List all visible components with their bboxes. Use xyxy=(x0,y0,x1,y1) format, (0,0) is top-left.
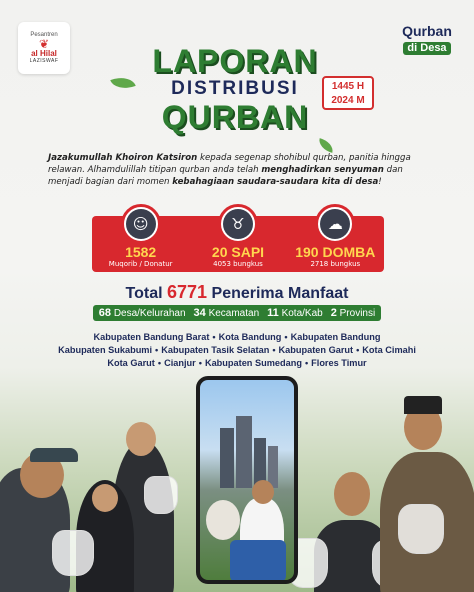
person-head xyxy=(126,422,156,456)
stat-sheep xyxy=(289,215,381,268)
total-suffix: Penerima Manfaat xyxy=(211,285,349,302)
meat-bag xyxy=(398,504,444,554)
page-title xyxy=(140,44,330,134)
intro-emph1: menghadirkan senyuman xyxy=(261,165,384,175)
intro-text1: kepada segenap shohibul qurban, panitia hingga relawan. Alhamdulillah titipan qurban anda telah xyxy=(48,153,411,175)
intro-text xyxy=(48,152,428,188)
region-item: Kota Cimahi xyxy=(362,345,416,355)
year-tag xyxy=(322,76,374,110)
building-icon xyxy=(236,416,252,488)
total-beneficiaries xyxy=(0,282,474,303)
total-prefix: Total xyxy=(125,285,163,302)
stat-value: 190 DOMBA xyxy=(295,244,376,260)
logo-top-text: Pesantren xyxy=(30,32,58,38)
coverage-districts: 34 Kecamatan xyxy=(193,307,260,319)
cap-icon xyxy=(30,448,78,462)
meat-bag xyxy=(144,476,178,514)
logo-brand-text: al Hilal xyxy=(31,49,57,58)
phone-mockup xyxy=(196,376,298,584)
meat-bag xyxy=(52,530,94,576)
cow-icon: ♉ xyxy=(218,204,258,244)
al-hilal-logo xyxy=(18,22,70,74)
building-icon xyxy=(220,428,234,488)
region-item: Kabupaten Bandung xyxy=(290,332,381,342)
stats-band xyxy=(92,216,384,272)
region-item: Cianjur xyxy=(164,358,196,368)
intro-emph2: kebahagiaan saudara-saudara kita di desa xyxy=(172,177,379,187)
leaf-icon xyxy=(317,138,335,153)
region-list: Kabupaten Bandung Barat • Kota Bandung • Kabupaten Bandung Kabupaten Sukabumi • Kabupaten Tasik Selatan • Kabupaten Garut • Kota Cimahi Kota Garut • Cianjur • Kabupaten Sumedang • Flores Timur xyxy=(58,332,416,368)
year-hijri: 1445 H xyxy=(331,81,365,92)
title-line1: LAPORAN xyxy=(152,43,318,79)
total-value: 6771 xyxy=(167,282,208,302)
region-item: Kabupaten Bandung Barat xyxy=(93,332,210,342)
stat-value: 20 SAPI xyxy=(211,244,265,260)
sheep-figure xyxy=(206,500,240,540)
leaf-icon xyxy=(110,73,135,94)
person-head xyxy=(334,472,370,516)
logo-sub-text: LAZISWAF xyxy=(29,58,59,64)
coverage-cities: 11 Kota/Kab xyxy=(267,307,323,319)
region-item: Kabupaten Tasik Selatan xyxy=(161,345,270,355)
coverage-villages: 68 Desa/Kelurahan xyxy=(98,307,186,319)
stat-label: Muqorib / Donatur xyxy=(108,260,173,268)
stat-label: 4053 bungkus xyxy=(213,260,263,268)
intro-text3: ! xyxy=(378,177,382,187)
peci-cap-icon xyxy=(404,396,442,414)
qurban-di-desa-logo xyxy=(396,24,458,56)
coverage-provinces: 2 Provinsi xyxy=(330,307,376,319)
region-item: Kabupaten Sumedang xyxy=(204,358,302,368)
stat-cows xyxy=(192,215,284,268)
region-item: Kota Bandung xyxy=(218,332,282,342)
person-head xyxy=(92,484,118,512)
coverage-bar xyxy=(0,305,474,321)
year-masehi: 2024 M xyxy=(331,95,365,106)
sheep-icon: ☁ xyxy=(315,204,355,244)
logo-right-line1: Qurban xyxy=(402,23,452,39)
region-item: Kota Garut xyxy=(107,358,155,368)
region-item: Kabupaten Sukabumi xyxy=(58,345,153,355)
sarong-figure xyxy=(230,540,286,582)
intro-thanks: Jazakumullah Khoiron Katsiron xyxy=(48,153,198,163)
stat-donors xyxy=(95,215,187,268)
logo-right-line2: di Desa xyxy=(403,42,450,55)
region-item: Flores Timur xyxy=(311,358,367,368)
title-line3: QURBAN xyxy=(161,99,309,135)
region-item: Kabupaten Garut xyxy=(278,345,354,355)
intro-text2: dan menjadi bagian dari momen xyxy=(48,165,403,187)
person-head xyxy=(252,480,274,504)
title-line2: DISTRIBUSI xyxy=(171,78,299,99)
stat-value: 1582 xyxy=(125,244,157,260)
leaf-icon: ❦ xyxy=(38,37,50,51)
person-icon: ☺ xyxy=(121,204,161,244)
stat-label: 2718 bungkus xyxy=(310,260,361,268)
